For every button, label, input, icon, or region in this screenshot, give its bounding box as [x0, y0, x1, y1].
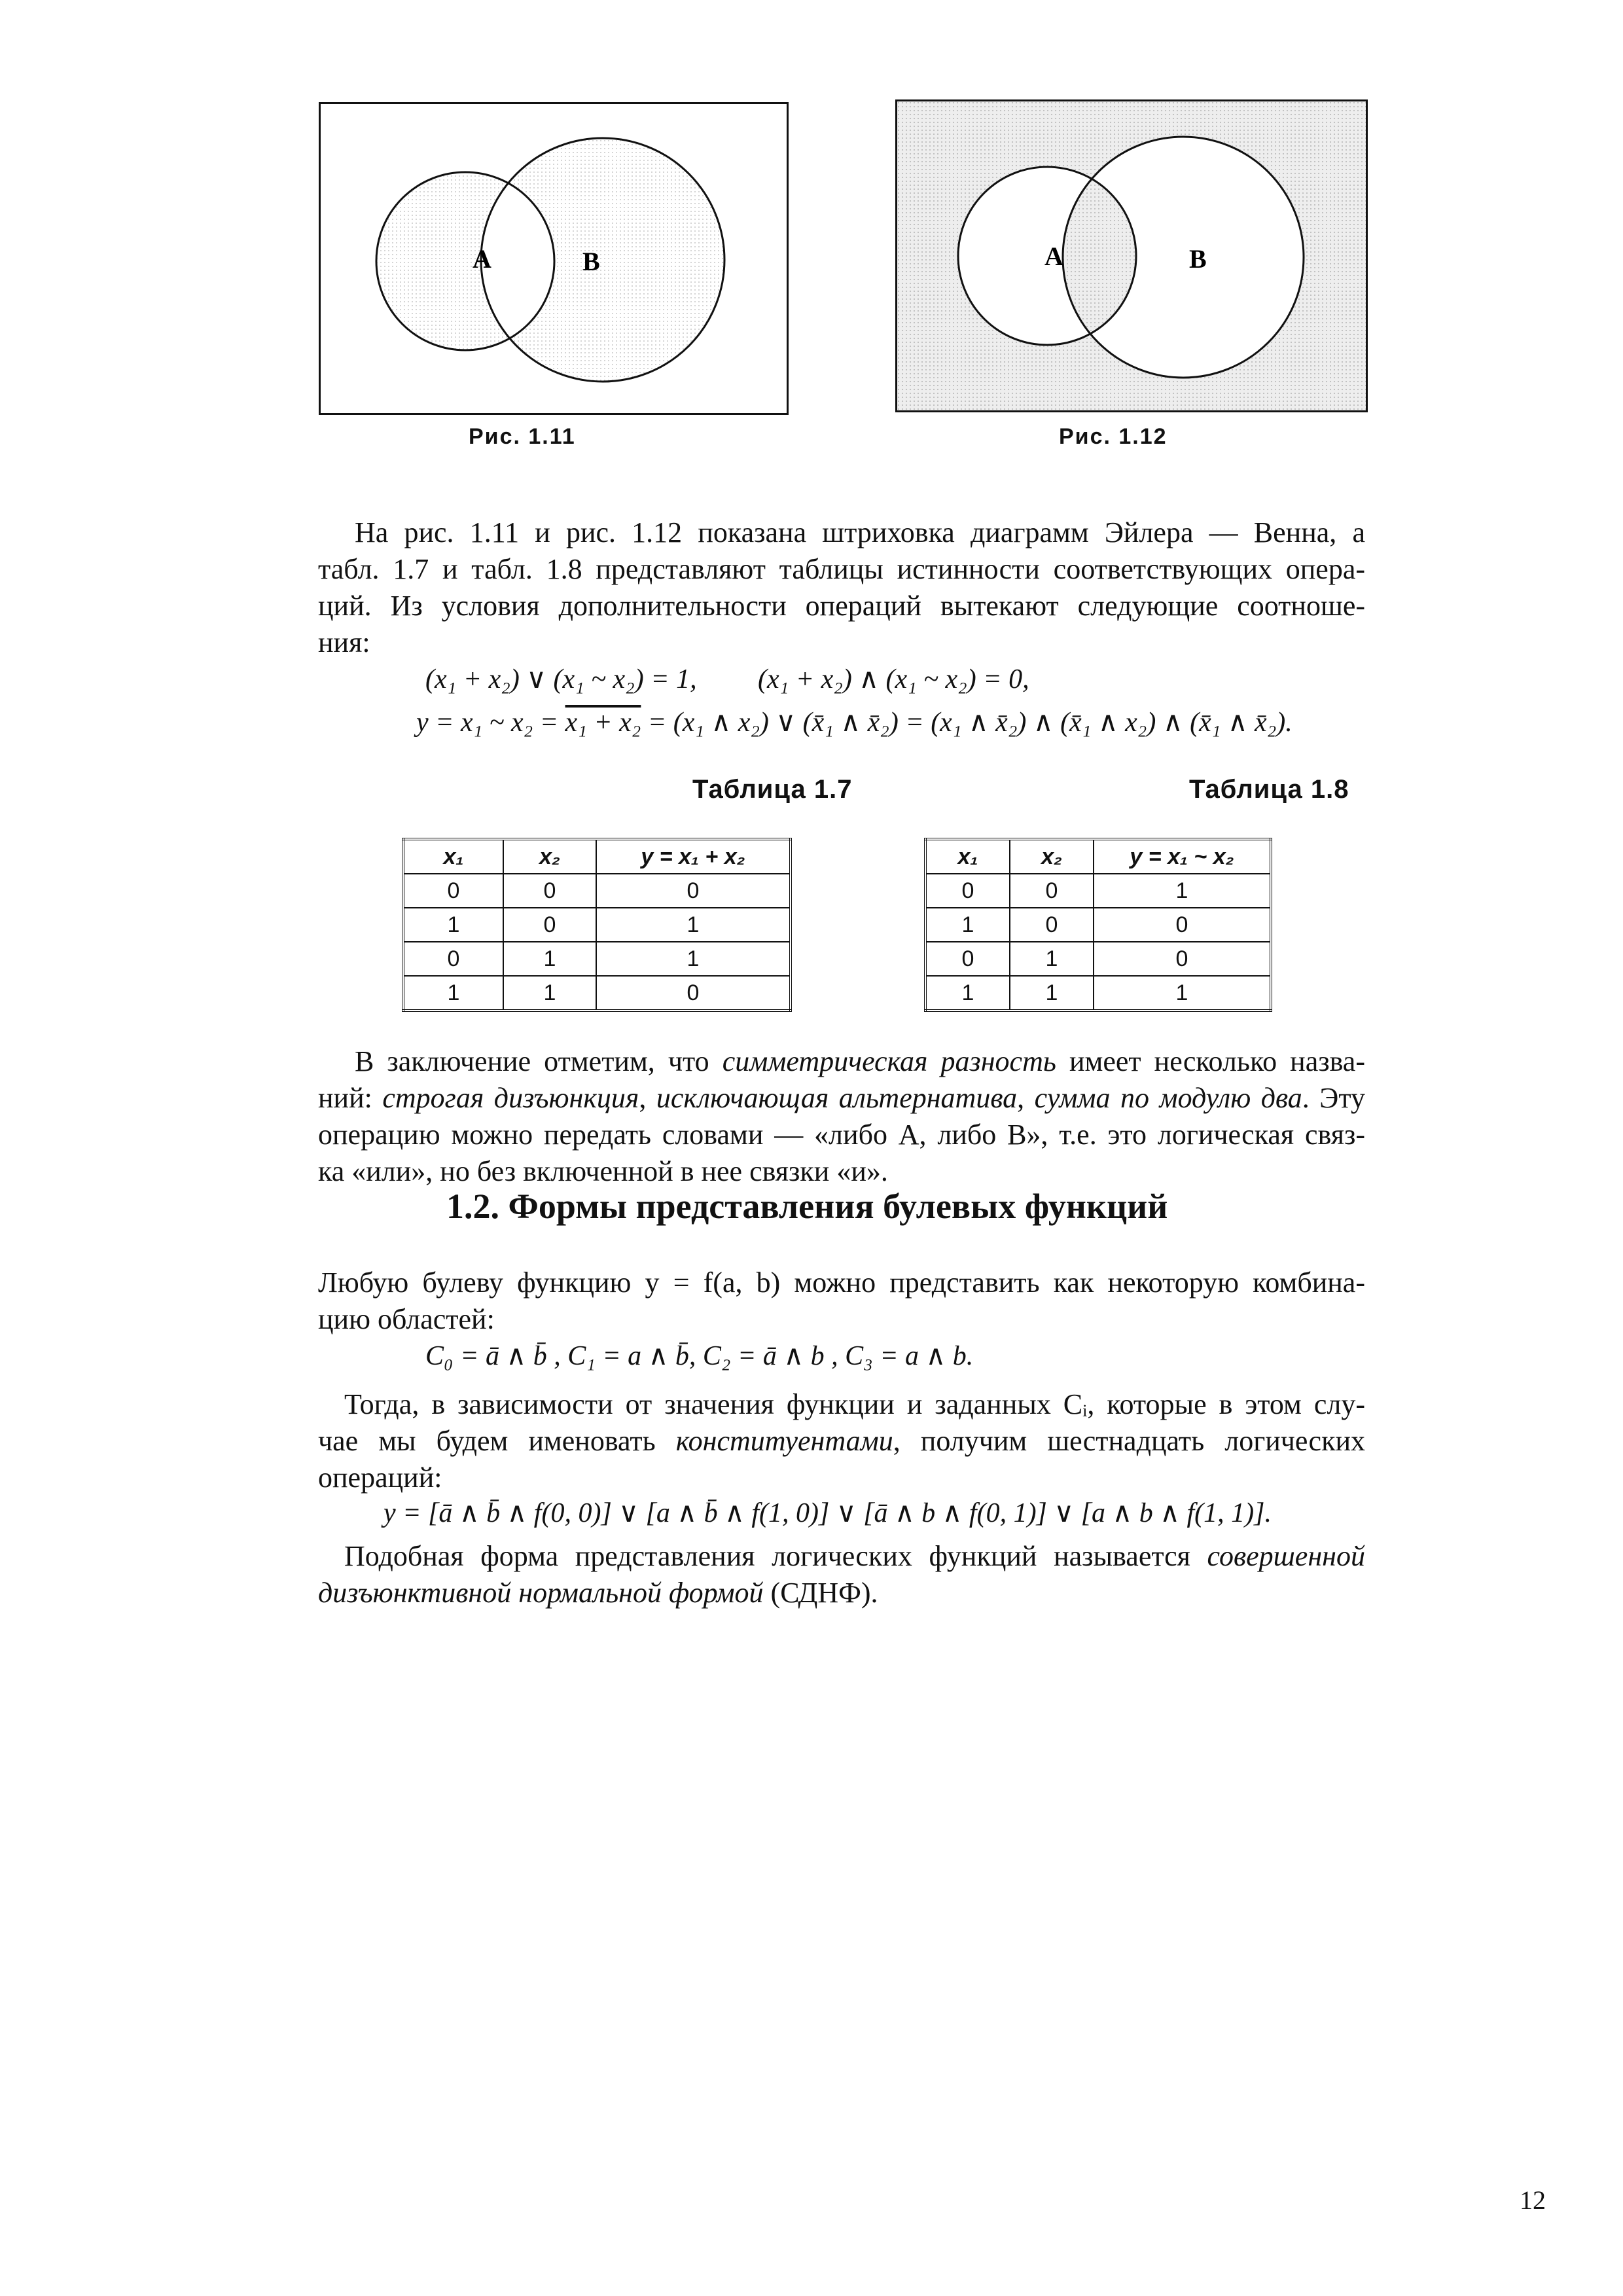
- table-row: [925, 874, 1271, 908]
- term-dnf: дизъюнктивной нормальной формой: [318, 1577, 764, 1609]
- term-sum-mod-two: сумма по модулю два: [1034, 1082, 1302, 1114]
- table-cell: 1: [596, 908, 791, 942]
- table-row: [925, 976, 1271, 1011]
- text-run: ,: [639, 1082, 656, 1114]
- table-cell: 1: [403, 976, 503, 1011]
- label-a: A: [1044, 242, 1063, 271]
- table-row: [925, 942, 1271, 976]
- table-1-8-caption: Таблица 1.8: [1189, 775, 1349, 804]
- intro-line: ния:: [318, 626, 370, 658]
- paragraph-line: Тогда, в зависимости от значения функции и заданных Cᵢ, которые в этом слу-: [344, 1388, 1365, 1420]
- table-cell: 0: [596, 976, 791, 1011]
- page-number: 12: [1520, 2185, 1546, 2215]
- table-cell: 0: [1010, 874, 1094, 908]
- header-x1: x₁: [925, 839, 1010, 874]
- table-row: [403, 942, 791, 976]
- paragraph-line: Любую булеву функцию y = f(a, b) можно представить как некоторую комбина-: [318, 1266, 1365, 1299]
- table-row: [403, 976, 791, 1011]
- text-run: Подобная форма представления логических функций называется: [344, 1540, 1207, 1572]
- figure-1-12: [895, 99, 1368, 412]
- paragraph-line: [318, 1575, 1365, 1611]
- intro-paragraph: [318, 514, 1365, 661]
- conclusion-paragraph: [318, 1043, 1365, 1190]
- venn-diagram-1-12: [897, 101, 1366, 410]
- paragraph-line: цию областей:: [318, 1303, 495, 1335]
- venn-diagram-1-11: [321, 104, 787, 413]
- paragraph-boolean-function: [318, 1265, 1365, 1338]
- term-strict-disjunction: строгая дизъюнкция: [382, 1082, 639, 1114]
- text-run: В заключение отметим, что: [355, 1045, 722, 1077]
- table-cell: 0: [1094, 942, 1271, 976]
- table-cell: 0: [503, 874, 596, 908]
- table-header-row: [403, 839, 791, 874]
- conclusion-line: операцию можно передать словами — «либо A, либо B», т.е. это логическая связ-: [318, 1119, 1365, 1151]
- table-1-7-caption: Таблица 1.7: [692, 775, 853, 804]
- formula-sdnf: y = [ā ∧ b̄ ∧ f(0, 0)] ∨ [a ∧ b̄ ∧ f(1, 0)] ∨ [ā ∧ b ∧ f(0, 1)] ∨ [a ∧ b ∧ f(1, 1)].: [383, 1498, 1272, 1528]
- table-cell: 1: [1010, 942, 1094, 976]
- section-heading: 1.2. Формы представления булевых функций: [446, 1187, 1168, 1226]
- header-y: y = x₁ + x₂: [596, 839, 791, 874]
- header-x2: x₂: [503, 839, 596, 874]
- table-cell: 1: [596, 942, 791, 976]
- table-cell: 0: [596, 874, 791, 908]
- text-run: . Эту: [1302, 1082, 1365, 1114]
- table-cell: 1: [1094, 874, 1271, 908]
- paragraph-line: [318, 1538, 1365, 1575]
- table-cell: 0: [1010, 908, 1094, 942]
- table-cell: 1: [1094, 976, 1271, 1011]
- table-cell: 0: [1094, 908, 1271, 942]
- caption-fig-1-11: Рис. 1.11: [469, 424, 576, 449]
- table-row: [403, 908, 791, 942]
- intro-line: На рис. 1.11 и рис. 1.12 показана штриховка диаграмм Эйлера — Венна, а: [355, 516, 1365, 548]
- table-cell: 1: [925, 976, 1010, 1011]
- paragraph-constituents: [318, 1386, 1365, 1496]
- formula-complement-2: (x₁ + x₂) ∧ (x₁ ~ x₂) = 0,: [758, 664, 1029, 694]
- table-cell: 0: [503, 908, 596, 942]
- text-run: чае мы будем именовать: [318, 1425, 676, 1457]
- text-run: имеет несколько назва-: [1056, 1045, 1365, 1077]
- intro-line: ций. Из условия дополнительности операций вытекают следующие соотноше-: [318, 590, 1365, 622]
- truth-table-1-7: [402, 838, 792, 1012]
- header-x1: x₁: [403, 839, 503, 874]
- paragraph-line: операций:: [318, 1462, 442, 1494]
- label-a: A: [473, 244, 491, 274]
- formula-complement-1: (x₁ + x₂) ∨ (x₁ ~ x₂) = 1,: [425, 664, 697, 694]
- label-b: B: [1189, 244, 1207, 274]
- table-cell: 1: [503, 942, 596, 976]
- term-perfect: совершенной: [1207, 1540, 1365, 1572]
- table-cell: 1: [503, 976, 596, 1011]
- truth-table-1-8: [924, 838, 1272, 1012]
- figure-1-11: [319, 102, 789, 415]
- formula-part: y = x₁ ~ x₂ =: [416, 708, 565, 738]
- conclusion-line: [318, 1043, 1365, 1080]
- text-run: ,: [1017, 1082, 1035, 1114]
- formula-part: = (x₁ ∧ x₂) ∨ (x̄₁ ∧ x̄₂) = (x₁ ∧ x̄₂) ∧ (x̄₁ ∧ x₂) ∧ (x̄₁ ∧ x̄₂).: [641, 708, 1293, 738]
- term-constituents: конституентами: [675, 1425, 893, 1457]
- paragraph-line: [318, 1423, 1365, 1460]
- formula-equivalence: [416, 706, 1293, 738]
- conclusion-line: [318, 1080, 1365, 1117]
- text-run: ний:: [318, 1082, 383, 1114]
- table-row: [403, 874, 791, 908]
- paragraph-sdnf: [318, 1538, 1365, 1611]
- table-cell: 1: [1010, 976, 1094, 1011]
- table-cell: 1: [403, 908, 503, 942]
- label-b: B: [582, 247, 600, 276]
- conclusion-line: ка «или», но без включенной в нее связки «и».: [318, 1155, 888, 1187]
- table-cell: 0: [925, 874, 1010, 908]
- term-exclusive-alternative: исключающая альтернатива: [656, 1082, 1018, 1114]
- caption-fig-1-12: Рис. 1.12: [1059, 424, 1168, 449]
- term-symmetric-difference: симметрическая разность: [722, 1045, 1056, 1077]
- intro-line: табл. 1.7 и табл. 1.8 представляют таблицы истинности соответствующих опера-: [318, 553, 1365, 585]
- table-cell: 1: [925, 908, 1010, 942]
- header-y: y = x₁ ~ x₂: [1094, 839, 1271, 874]
- table-cell: 0: [403, 874, 503, 908]
- table-cell: 0: [403, 942, 503, 976]
- formula-constituents: C₀ = ā ∧ b̄ , C₁ = a ∧ b̄, C₂ = ā ∧ b , C₃ = a ∧ b.: [425, 1341, 974, 1371]
- text-run: (СДНФ).: [763, 1577, 878, 1609]
- table-row: [925, 908, 1271, 942]
- table-header-row: [925, 839, 1271, 874]
- table-cell: 0: [925, 942, 1010, 976]
- header-x2: x₂: [1010, 839, 1094, 874]
- text-run: , получим шестнадцать логических: [893, 1425, 1365, 1457]
- formula-overlined-part: x₁ + x₂: [565, 708, 641, 738]
